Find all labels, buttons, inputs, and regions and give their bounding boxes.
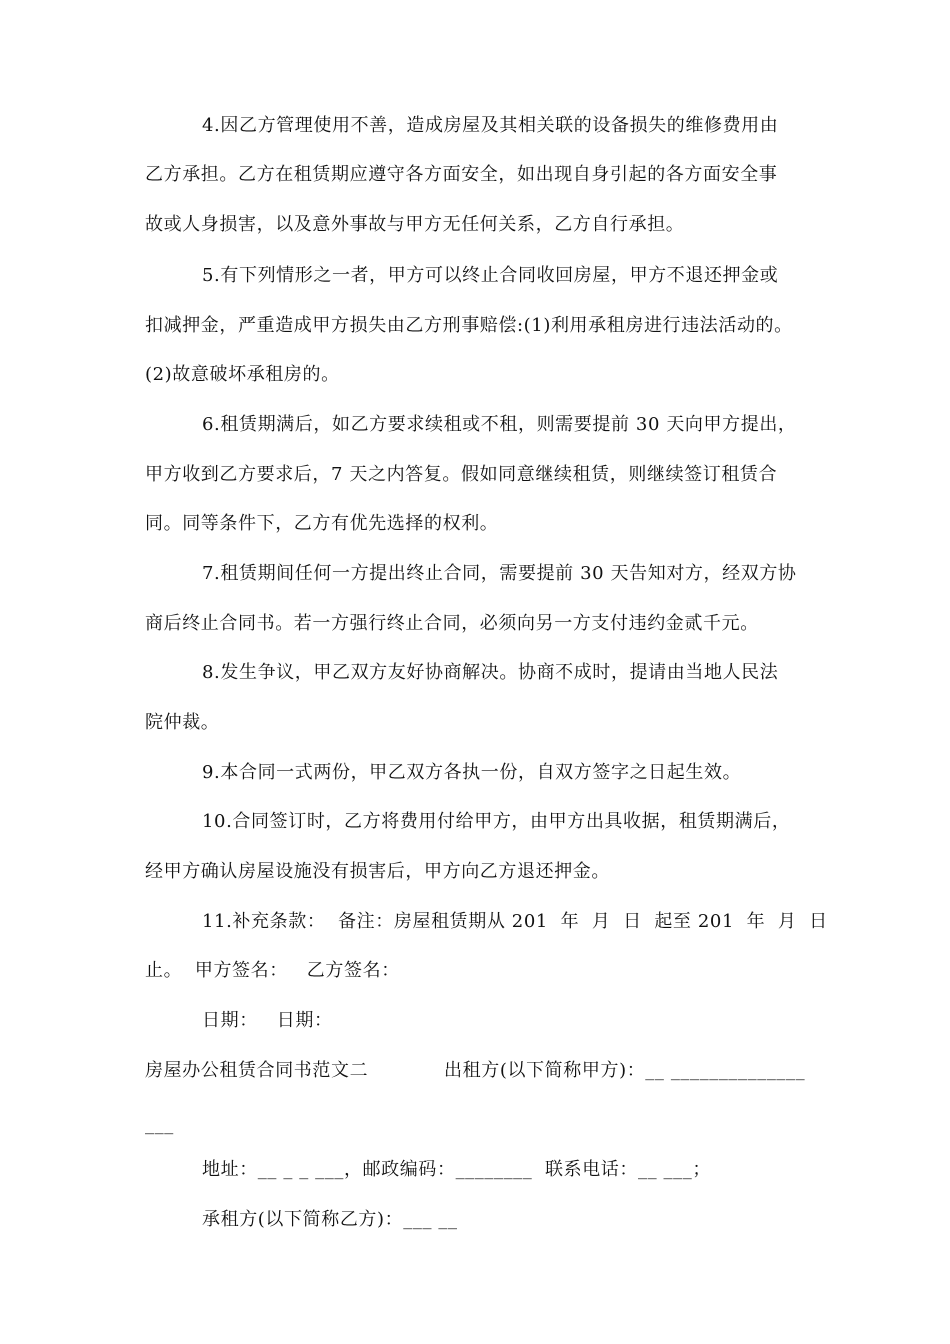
clause-5-line-1: 5.有下列情形之一者，甲方可以终止合同收回房屋，甲方不退还押金或 bbox=[202, 265, 779, 286]
clause-10-line-1: 10.合同签订时，乙方将费用付给甲方，由甲方出具收据，租赁期满后， bbox=[202, 811, 791, 832]
clause-6-line-1: 6.租赁期满后，如乙方要求续租或不租，则需要提前 30 天向甲方提出， bbox=[202, 414, 797, 435]
clause-6-line-3: 同。同等条件下，乙方有优先选择的权利。 bbox=[145, 513, 499, 534]
clause-4-line-3: 故或人身损害，以及意外事故与甲方无任何关系，乙方自行承担。 bbox=[145, 214, 685, 235]
clause-7-line-1: 7.租赁期间任何一方提出终止合同，需要提前 30 天告知对方，经双方协 bbox=[202, 563, 797, 584]
clause-6-line-2: 甲方收到乙方要求后，7 天之内答复。假如同意继续租赁，则继续签订租赁合 bbox=[145, 464, 778, 485]
signature-line: 止。 甲方签名： 乙方签名： bbox=[145, 960, 400, 981]
clause-11-line-1: 11.补充条款： 备注：房屋租赁期从 201 年 月 日 起至 201 年 月 日 bbox=[202, 911, 828, 932]
date-line: 日期： 日期： bbox=[202, 1010, 333, 1031]
clause-7-line-2: 商后终止合同书。若一方强行终止合同，必须向另一方支付违约金贰千元。 bbox=[145, 613, 759, 634]
clause-5-line-3: (2)故意破坏承租房的。 bbox=[145, 364, 340, 385]
lessee-line: 承租方(以下简称乙方)：___ __ bbox=[202, 1209, 458, 1230]
clause-8-line-1: 8.发生争议，甲乙双方友好协商解决。协商不成时，提请由当地人民法 bbox=[202, 662, 779, 683]
clause-8-line-2: 院仲裁。 bbox=[145, 712, 220, 733]
clause-5-line-2: 扣减押金，严重造成甲方损失由乙方刑事赔偿:(1)利用承租房进行违法活动的。 bbox=[145, 315, 793, 336]
clause-10-line-2: 经甲方确认房屋设施没有损害后，甲方向乙方退还押金。 bbox=[145, 861, 610, 882]
clause-4-line-2: 乙方承担。乙方在租赁期应遵守各方面安全，如出现自身引起的各方面安全事 bbox=[145, 164, 778, 185]
second-contract-heading-line: 房屋办公租赁合同书范文二 出租方(以下简称甲方)：__ ______________ bbox=[145, 1060, 806, 1081]
blank-continuation-line: ___ bbox=[145, 1114, 174, 1135]
clause-4-line-1: 4.因乙方管理使用不善，造成房屋及其相关联的设备损失的维修费用由 bbox=[202, 115, 779, 136]
clause-9-line-1: 9.本合同一式两份，甲乙双方各执一份，自双方签字之日起生效。 bbox=[202, 762, 742, 783]
address-line: 地址：__ _ _ ___，邮政编码：________ 联系电话：__ ___； bbox=[202, 1159, 711, 1180]
